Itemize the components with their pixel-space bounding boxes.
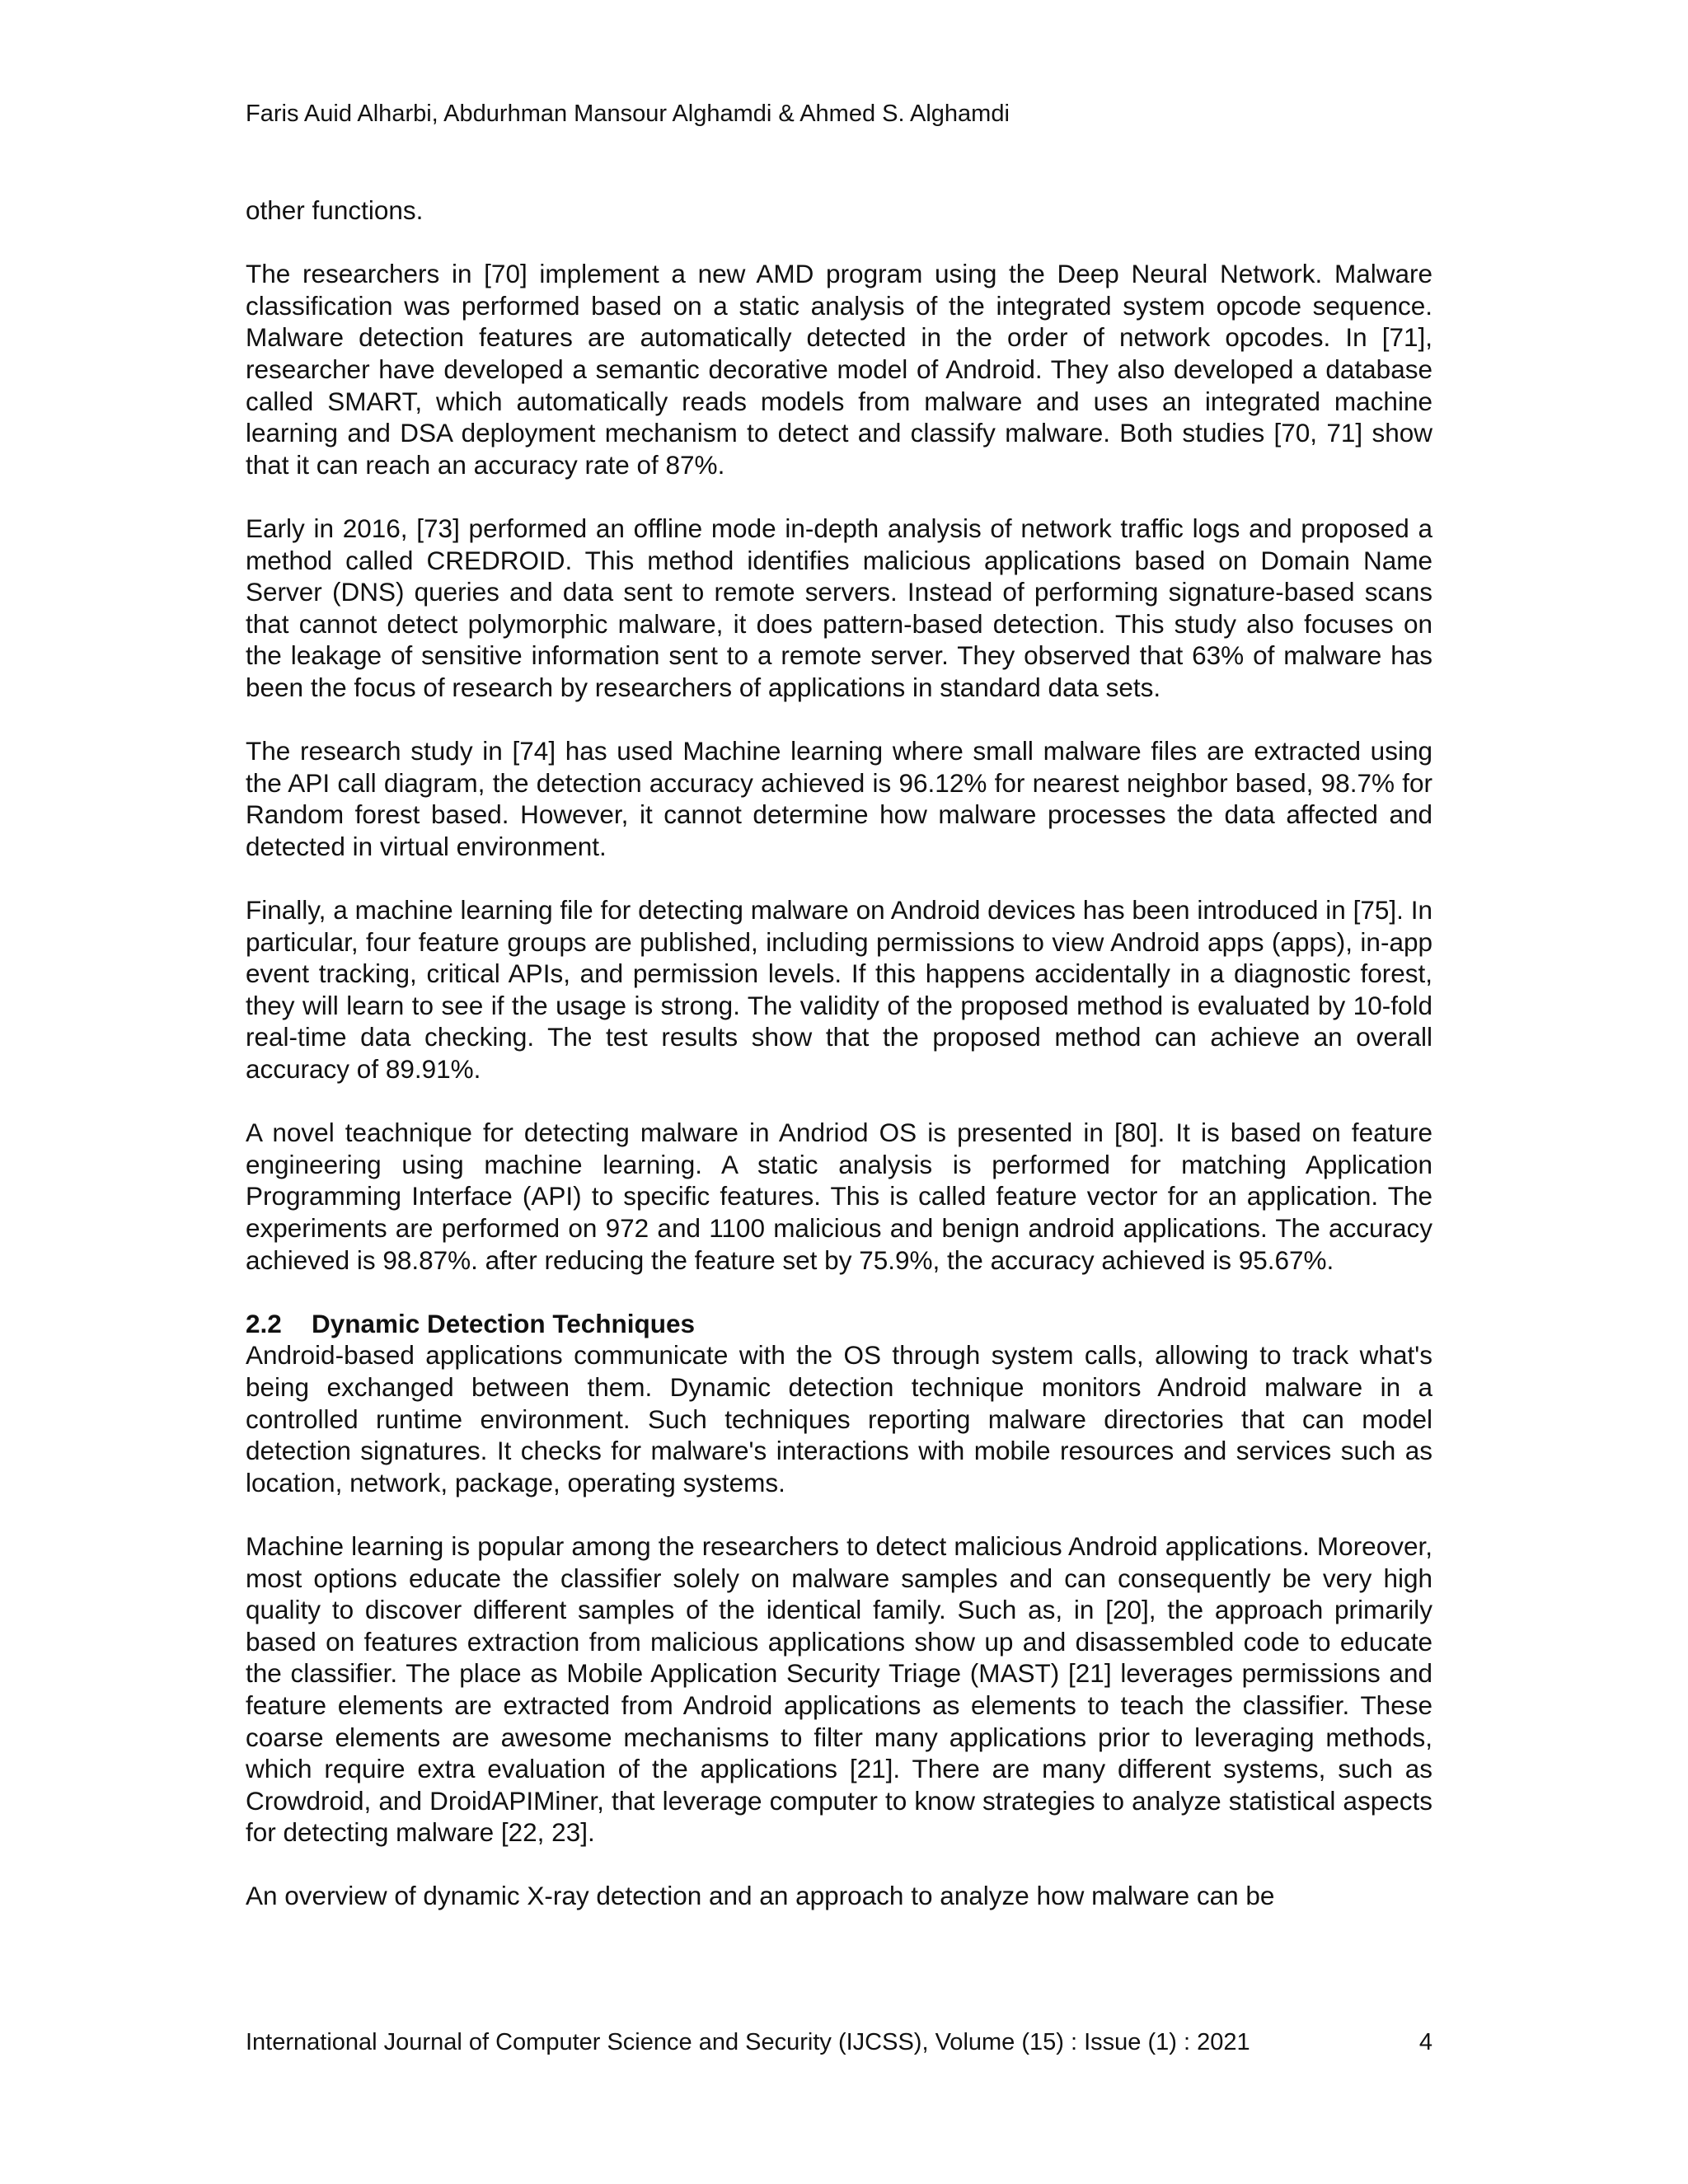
paragraph: Early in 2016, [73] performed an offline mode in-depth analysis of network traffic logs and proposed a method called CREDROID. This method identifies malicious applications based on Domain Name Server (DNS) queries and data sent to remote servers. Instead of performing signature-based scans that cannot detect polymorphic malware, it does pattern-based detection. This study also focuses on the leakage of sensitive information sent to a remote server. They observed that 63% of malware has been the focus of research by researchers of applications in standard data sets. [246,513,1432,702]
page-footer [246,2026,1432,2059]
header-authors: Faris Auid Alharbi, Abdurhman Mansour Alghamdi & Ahmed S. Alghamdi [246,101,1010,127]
running-header [246,97,1010,130]
main-text [246,194,1432,1912]
paragraph: Machine learning is popular among the researchers to detect malicious Android applications. Moreover, most options educate the classifier solely on malware samples and can consequently be very high quality to discover different samples of the identical family. Such as, in [20], the approach primarily based on features extraction from malicious applications show up and disassembled code to educate the classifier. The place as Mobile Application Security Triage (MAST) [21] leverages permissions and feature elements are extracted from Android applications as elements to teach the classifier. These coarse elements are awesome mechanisms to filter many applications prior to leveraging methods, which require extra evaluation of the applications [21]. There are many different systems, such as Crowdroid, and DroidAPIMiner, that leverage computer to know strategies to analyze statistical aspects for detecting malware [22, 23]. [246,1530,1432,1848]
footer-journal: International Journal of Computer Science and Security (IJCSS), Volume (15) : Issue (1) : 2021 [246,2029,1250,2055]
paragraph: Finally, a machine learning file for detecting malware on Android devices has been introduced in [75]. In particular, four feature groups are published, including permissions to view Android apps (apps), in-app event tracking, critical APIs, and permission levels. If this happens accidentally in a diagnostic forest, they will learn to see if the usage is strong. The validity of the proposed method is evaluated by 10-fold real-time data checking. The test results show that the proposed method can achieve an overall accuracy of 89.91%. [246,895,1432,1085]
paragraph: The researchers in [70] implement a new AMD program using the Deep Neural Network. Malware classification was performed based on a static analysis of the integrated system opcode sequence. Malware detection features are automatically detected in the order of network opcodes. In [71], researcher have developed a semantic decorative model of Android. They also developed a database called SMART, which automatically reads models from malware and uses an integrated machine learning and DSA deployment mechanism to detect and classify malware. Both studies [70, 71] show that it can reach an accuracy rate of 87%. [246,259,1432,480]
paragraph: other functions. [246,195,424,225]
section-number: 2.2 [246,1308,282,1338]
section-heading [246,1308,1432,1340]
section-title: Dynamic Detection Techniques [312,1308,696,1338]
paragraph: Android-based applications communicate with the OS through system calls, allowing to track what's being exchanged between them. Dynamic detection technique monitors Android malware in a controlled runtime environment. Such techniques reporting malware directories that can model detection signatures. It checks for malware's interactions with mobile resources and services such as location, network, package, operating systems. [246,1340,1432,1497]
paragraph: The research study in [74] has used Machine learning where small malware files are extracted using the API call diagram, the detection accuracy achieved is 96.12% for nearest neighbor based, 98.7% for Random forest based. However, it cannot determine how malware processes the data affected and detected in virtual environment. [246,736,1432,861]
page-number: 4 [1418,2029,1432,2055]
paragraph: An overview of dynamic X-ray detection and an approach to analyze how malware can be [246,1881,1275,1911]
paragraph: A novel teachnique for detecting malware in Andriod OS is presented in [80]. It is based on feature engineering using machine learning. A static analysis is performed for matching Application Programming Interface (API) to specific features. This is called feature vector for an application. The experiments are performed on 972 and 1100 malicious and benign android applications. The accuracy achieved is 98.87%. after reducing the feature set by 75.9%, the accuracy achieved is 95.67%. [246,1118,1432,1275]
